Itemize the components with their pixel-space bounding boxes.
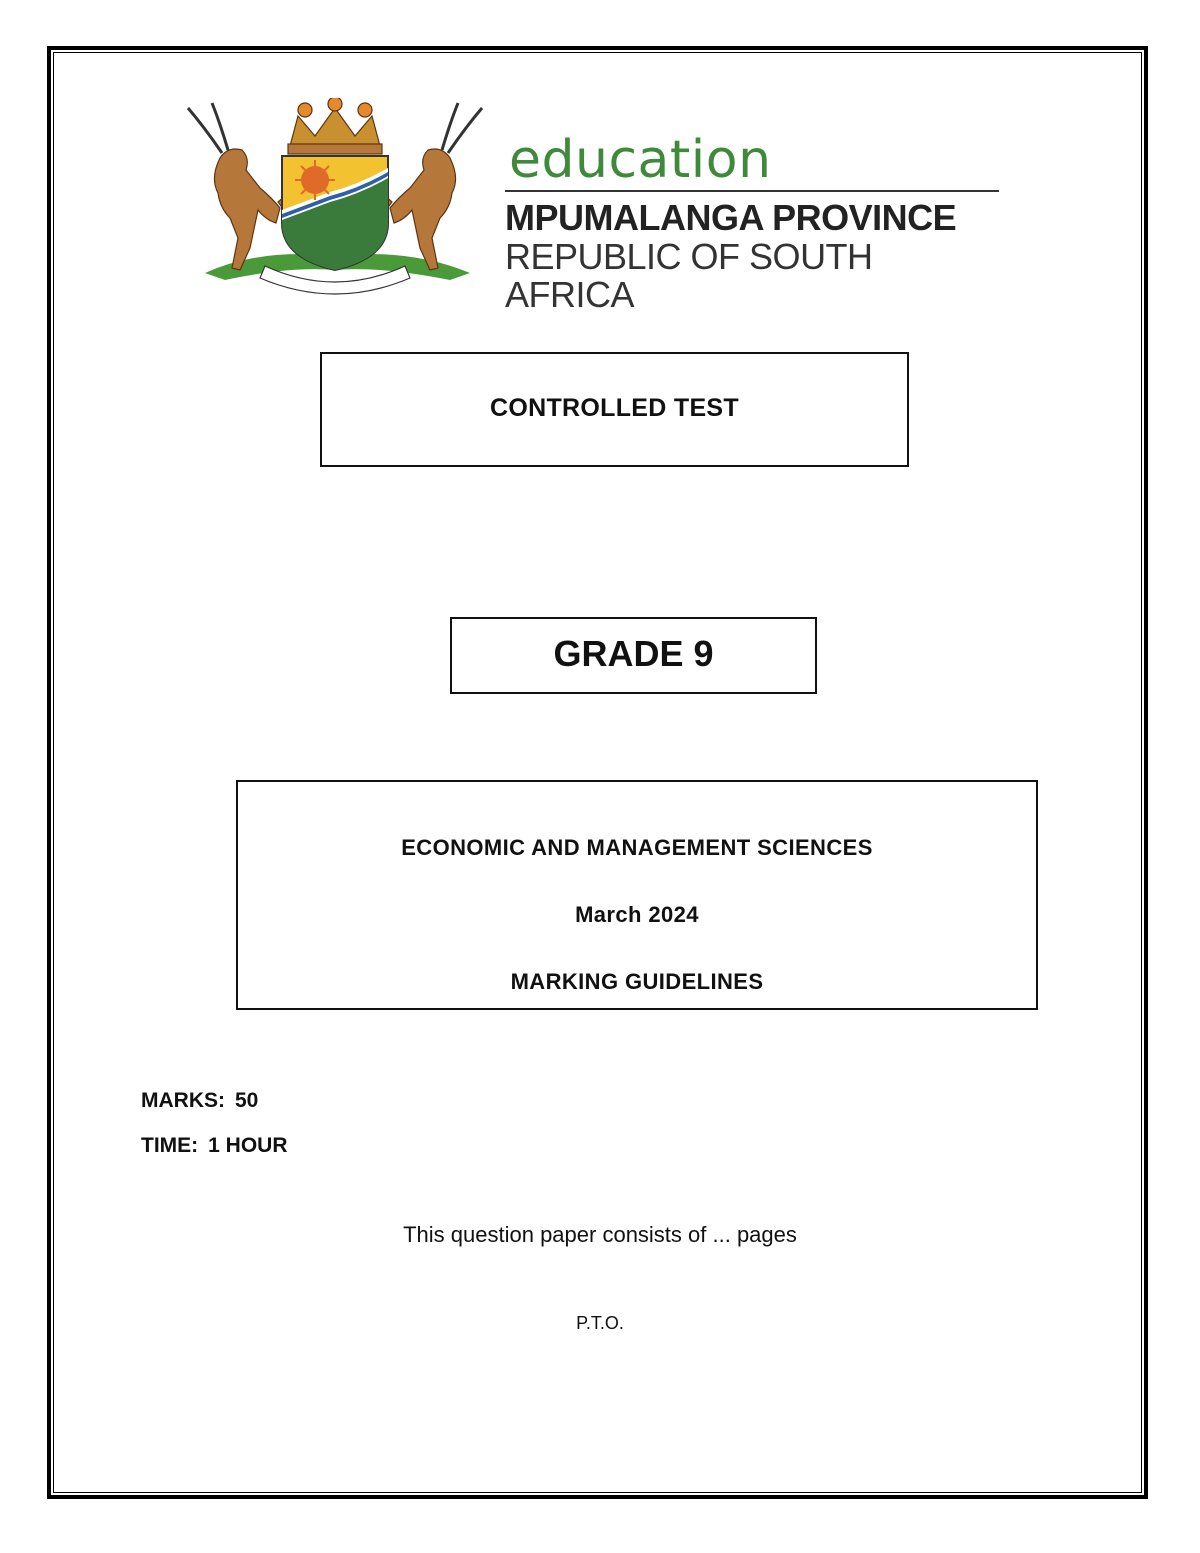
pto-label: P.T.O. [576, 1313, 624, 1333]
marks-label: MARKS: [141, 1089, 225, 1112]
brand-block [505, 132, 1005, 314]
brand-education: education [509, 130, 772, 190]
time-label: TIME: [141, 1134, 199, 1157]
brand-country: REPUBLIC OF SOUTH AFRICA [505, 236, 873, 315]
brand-province: MPUMALANGA PROVINCE [505, 197, 957, 238]
marks-line [141, 1089, 258, 1113]
brand-divider [505, 190, 999, 192]
test-type-label: CONTROLLED TEST [490, 394, 739, 422]
time-line [141, 1134, 288, 1158]
coat-of-arms-logo [180, 98, 490, 303]
exam-date: March 2024 [575, 902, 699, 927]
marks-value: 50 [235, 1089, 259, 1112]
time-value: 1 HOUR [208, 1134, 288, 1157]
subject-box [236, 780, 1038, 1010]
grade-label: GRADE 9 [553, 633, 714, 674]
grade-box [450, 617, 817, 694]
test-type-box [320, 352, 909, 467]
pages-note: This question paper consists of ... pages [403, 1222, 797, 1247]
subject-name: ECONOMIC AND MANAGEMENT SCIENCES [401, 835, 873, 860]
document-type: MARKING GUIDELINES [510, 969, 764, 994]
